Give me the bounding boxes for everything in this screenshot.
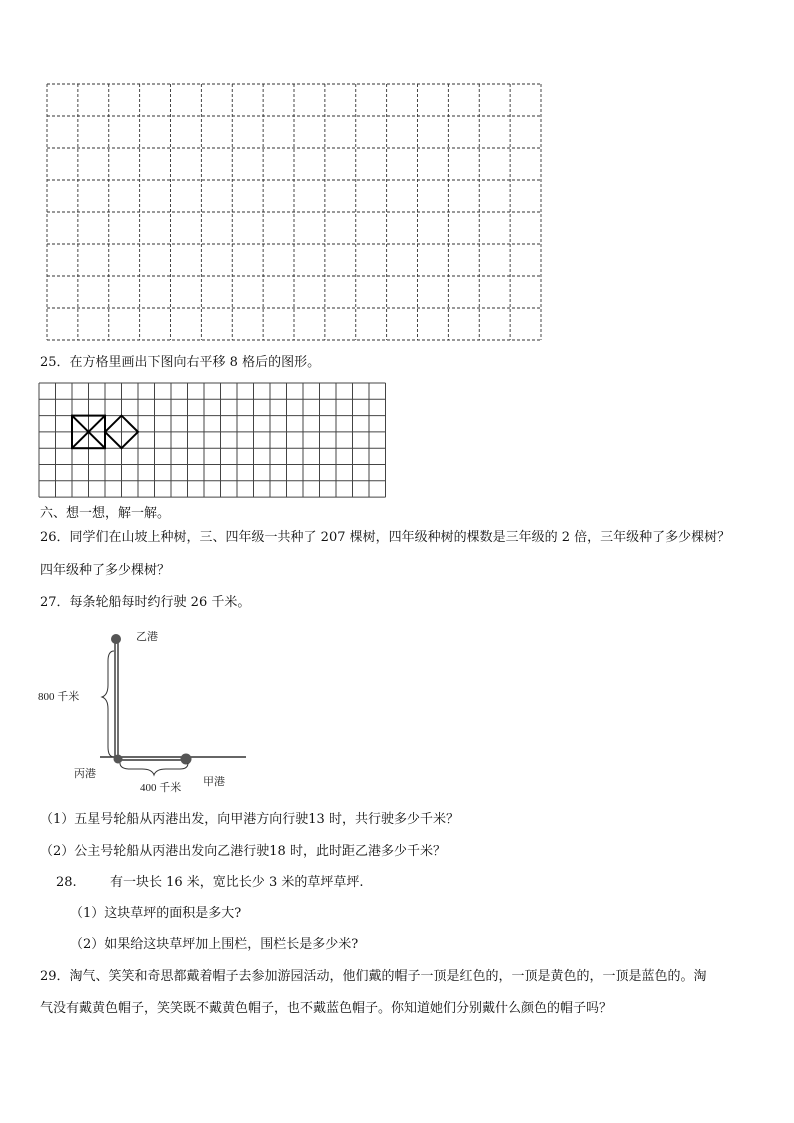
vertical-brace: [102, 651, 114, 757]
port-diagram: [30, 625, 260, 800]
q28-sub1: （1）这块草坪的面积是多大?: [70, 906, 242, 921]
port-c-dot: [114, 755, 123, 764]
port-c-label: 丙港: [74, 768, 96, 780]
port-b-label: 乙港: [136, 631, 158, 643]
port-b-dot: [111, 634, 121, 644]
q26-line1: 26．同学们在山坡上种树，三、四年级一共种了 207 棵树，四年级种树的棵数是三年级的 2 倍，三年级种了多少棵树？: [40, 530, 731, 545]
port-a-label: 甲港: [203, 776, 225, 788]
horizontal-brace: [120, 763, 188, 775]
dashed-grid: [46, 83, 542, 341]
port-a-dot: [181, 754, 192, 765]
horizontal-distance-label: 400 千米: [140, 782, 182, 794]
q27-sub2: （2）公主号轮船从丙港出发向乙港行驶18 时，此时距乙港多少千米？: [40, 844, 446, 859]
q27-sub1: （1）五星号轮船从丙港出发，向甲港方向行驶13 时，共行驶多少千米？: [40, 812, 459, 827]
q28-sub2: （2）如果给这块草坪加上围栏，围栏长是多少米?: [70, 937, 359, 952]
q29-line1: 29．淘气、笑笑和奇思都戴着帽子去参加游园活动，他们戴的帽子一顶是红色的，一顶是黄色的，一顶是蓝色的。淘: [40, 969, 707, 984]
section-heading: 六、想一想，解一解。: [40, 506, 171, 521]
q27-title: 27．每条轮船每时约行驶 26 千米。: [40, 595, 251, 610]
vertical-distance-label: 800 千米: [38, 691, 80, 703]
q25-title: 25．在方格里画出下图向右平移 8 格后的图形。: [40, 355, 321, 370]
q29-line2: 气没有戴黄色帽子，笑笑既不戴黄色帽子，也不戴蓝色帽子。你知道她们分别戴什么颜色的帽子吗？: [40, 1001, 613, 1016]
q26-line2: 四年级种了多少棵树？: [40, 563, 171, 578]
q28-number: 28.: [56, 875, 77, 890]
q28-text: 有一块长 16 米，宽比长少 3 米的草坪草坪.: [110, 875, 364, 890]
shift-grid: [38, 382, 388, 498]
